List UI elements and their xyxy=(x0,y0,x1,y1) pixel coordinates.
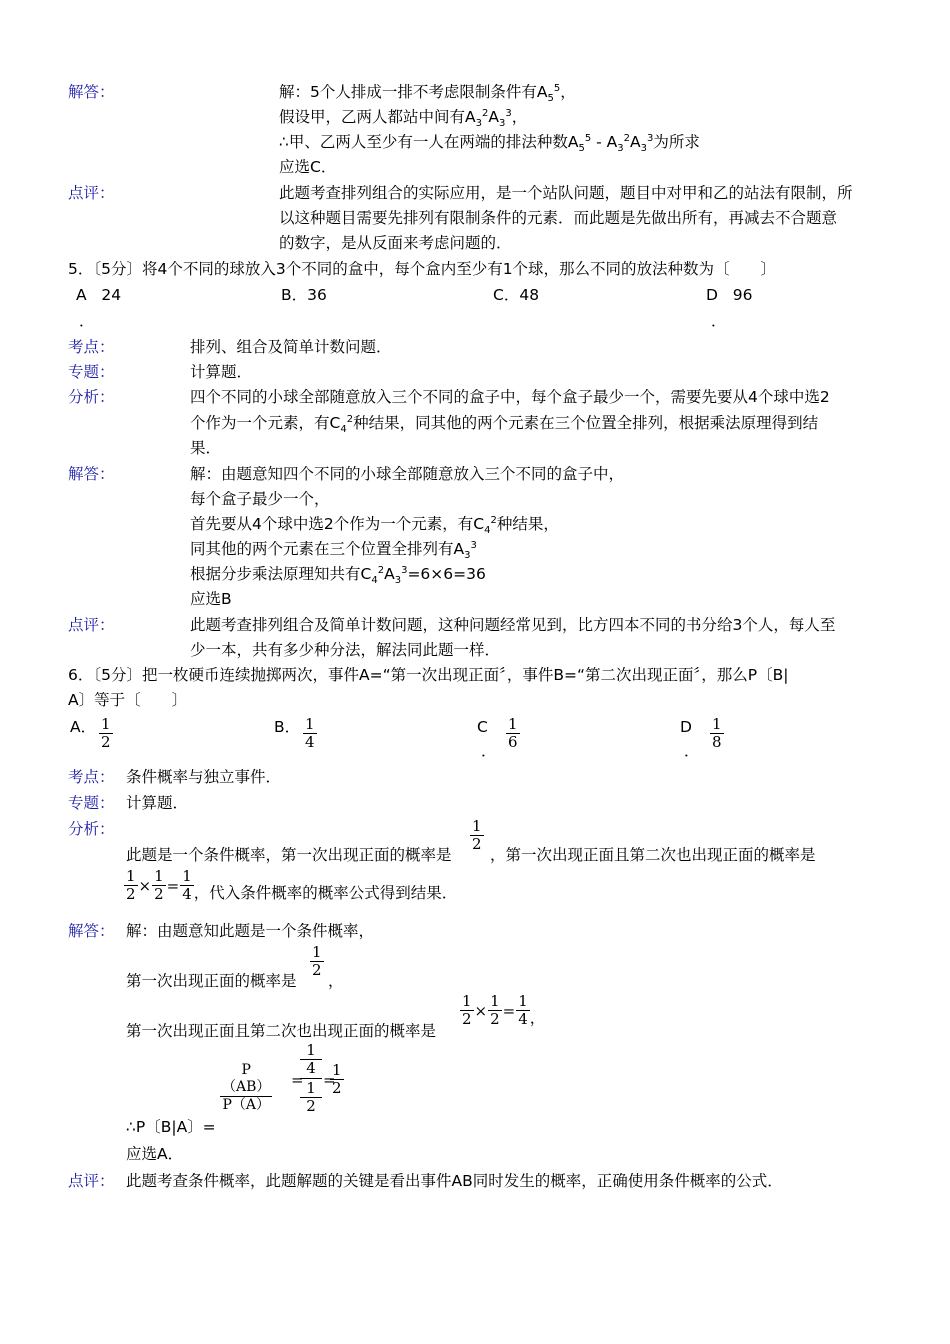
q5-option-b: B．36 xyxy=(281,286,327,304)
q5-answer-line-2: 每个盒子最少一个， xyxy=(190,490,330,508)
comment-label: 点评： xyxy=(68,184,115,202)
q5-option-d-dot: ． xyxy=(711,312,727,330)
q4-comment-line-1: 此题考查排列组合的实际应用，是一个站队问题，题目中对甲和乙的站法有限制，所 xyxy=(279,184,853,202)
q5-analysis-line-1: 四个不同的小球全部随意放入三个不同的盒子中，每个盒子最少一个，需要先要从4个球中选2 xyxy=(190,388,830,406)
answer-label: 解答： xyxy=(68,83,115,101)
q5-comment-line-1: 此题考查排列组合及简单计数问题，这种问题经常见到，比方四本不同的书分给3个人，每人至 xyxy=(190,616,836,634)
q6-option-d-dot: ． xyxy=(684,742,700,760)
answer-label: 解答： xyxy=(68,922,115,940)
q6-option-d-fraction: $\frac{1}{8}$ xyxy=(712,715,722,751)
q6-option-b-letter: B． xyxy=(274,718,301,736)
q6-stem-line-2: A〕等于〔 〕 xyxy=(68,691,188,709)
q6-option-c-letter: C xyxy=(477,718,488,736)
q6-answer-comma-1: ， xyxy=(328,972,344,990)
q5-option-a-dot: ． xyxy=(79,312,95,330)
q6-answer-line-3: 第一次出现正面且第二次也出现正面的概率是 xyxy=(126,1022,437,1040)
q5-option-a: A 24 xyxy=(76,286,122,304)
q6-option-c-dot: ． xyxy=(481,742,497,760)
q6-option-b-fraction: $\frac{1}{4}$ xyxy=(305,715,315,751)
q6-stem-line-1: 6．〔5分〕把一枚硬币连续抛掷两次，事件A=“第一次出现正面〞，事件B=“第二次出现正面〞，那么P〔B| xyxy=(68,666,789,684)
comment-label: 点评： xyxy=(68,1172,115,1190)
comment-label: 点评： xyxy=(68,616,115,634)
q6-option-a-fraction: $\frac{1}{2}$ xyxy=(101,715,111,751)
q5-answer-line-5: 根据分步乘法原理知共有$C_4^2A_3^3=6\times 6=36$ xyxy=(190,564,486,587)
q6-answer-line-5: 应选A． xyxy=(126,1145,184,1163)
q5-answer-line-4: 同其他的两个元素在三个位置全排列有$A_3^3$ xyxy=(190,539,477,562)
q6-analysis-line-1b: ，第一次出现正面且第二次也出现正面的概率是 xyxy=(490,846,816,864)
q4-answer-line-4: 应选C． xyxy=(279,158,337,176)
q6-answer-frac-half: $\frac{1}{2}$ xyxy=(312,943,322,979)
analysis-label: 分析： xyxy=(68,388,115,406)
q5-comment-line-2: 少一本，共有多少种分法，解法同此题一样． xyxy=(190,641,501,659)
q6-option-d-letter: D xyxy=(680,718,692,736)
q5-option-d: D 96 xyxy=(706,286,753,304)
q5-answer-line-1: 解：由题意知四个不同的小球全部随意放入三个不同的盒子中， xyxy=(190,465,625,483)
q4-comment-line-2: 以这种题目需要先排列有限制条件的元素．而此题是先做出所有，再减去不合题意 xyxy=(279,209,838,227)
q4-answer-line-1: 解：5个人排成一排不考虑限制条件有$A_5^5$， xyxy=(279,82,576,105)
q6-option-c-fraction: $\frac{1}{6}$ xyxy=(508,715,518,751)
q6-answer-product: $\frac{1}{2}$ × $\frac{1}{2}$ = $\frac{1}{4}$ ， xyxy=(462,992,546,1028)
kaodian-label: 考点： xyxy=(68,338,115,356)
q6-zhuanti: 计算题． xyxy=(126,794,189,812)
q5-option-c: C．48 xyxy=(493,286,540,304)
q5-analysis-line-3: 果． xyxy=(190,439,222,457)
q6-answer-line-4: ∴P〔B|A〕= xyxy=(126,1118,216,1136)
zhuanti-label: 专题： xyxy=(68,363,115,381)
q6-option-a-letter: A． xyxy=(70,718,97,736)
q5-stem: 5．〔5分〕将4个不同的球放入3个不同的盒中，每个盒内至少有1个球，那么不同的放法种数为〔 〕 xyxy=(68,260,777,278)
kaodian-label: 考点： xyxy=(68,768,115,786)
q5-kaodian: 排列、组合及简单计数问题． xyxy=(190,338,392,356)
q4-answer-line-2: 假设甲，乙两人都站中间有$A_3^2A_3^3$， xyxy=(279,107,528,130)
q5-analysis-line-2: 个作为一个元素，有$C_4^2$种结果，同其他的两个元素在三个位置全排列，根据乘法原理得到结 xyxy=(190,413,819,436)
q6-answer-line-2: 第一次出现正面的概率是 xyxy=(126,972,297,990)
q4-answer-line-3: ∴甲、乙两人至少有一人在两端的排法种数$A_5^5 - A_3^2A_3^3$为所求 xyxy=(279,132,700,155)
q5-answer-line-6: 应选B xyxy=(190,590,232,608)
answer-label: 解答： xyxy=(68,465,115,483)
q6-analysis-line-1a: 此题是一个条件概率，第一次出现正面的概率是 xyxy=(126,846,452,864)
analysis-label: 分析： xyxy=(68,820,115,838)
q5-zhuanti: 计算题． xyxy=(190,363,253,381)
q6-comment: 此题考查条件概率，此题解题的关键是看出事件AB同时发生的概率，正确使用条件概率的公式． xyxy=(126,1172,783,1190)
q6-kaodian: 条件概率与独立事件． xyxy=(126,768,282,786)
q6-analysis-product: $\frac{1}{2}$ × $\frac{1}{2}$ = $\frac{1}{4}$ ，代入条件概率的概率公式得到结果． xyxy=(126,867,458,903)
q6-answer-line-1: 解：由题意知此题是一个条件概率， xyxy=(126,922,375,940)
q5-answer-line-3: 首先要从4个球中选2个作为一个元素，有$C_4^2$种结果， xyxy=(190,514,559,537)
q4-comment-line-3: 的数字，是从反面来考虑问题的． xyxy=(279,234,512,252)
q6-analysis-frac-half: $\frac{1}{2}$ xyxy=(472,817,482,853)
zhuanti-label: 专题： xyxy=(68,794,115,812)
